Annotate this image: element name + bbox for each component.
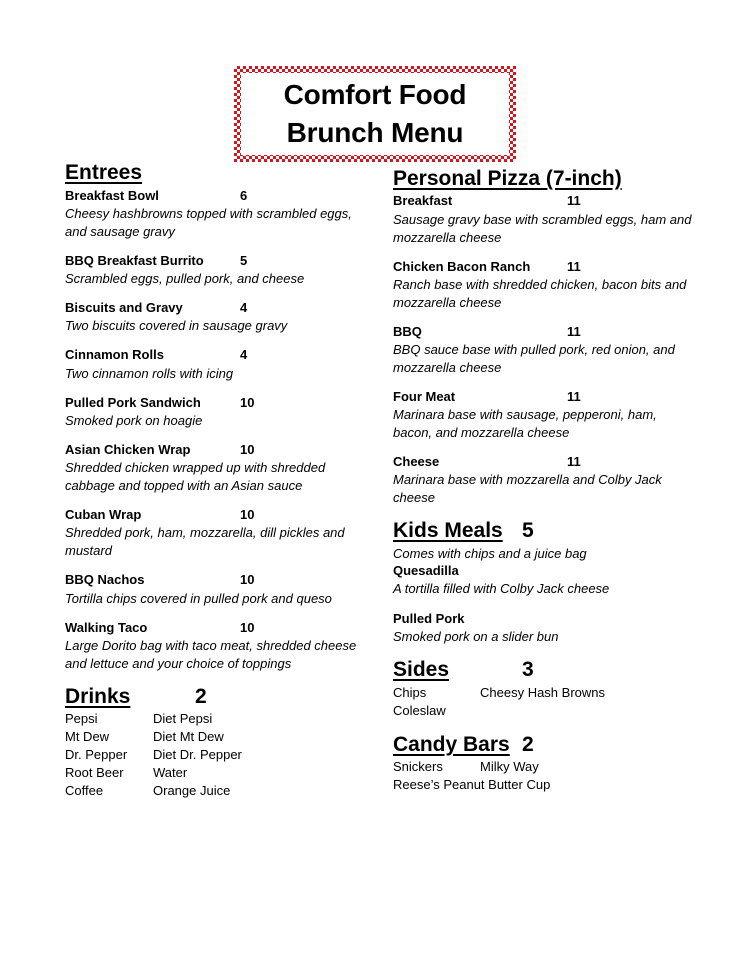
drinks-heading: Drinks — [65, 685, 131, 708]
item-name: Four Meat — [393, 389, 456, 404]
sides-price: 3 — [522, 658, 534, 681]
side-item: Chips — [393, 685, 427, 700]
item-price: 11 — [567, 454, 581, 469]
item-name: Cheese — [393, 454, 440, 469]
title-box — [234, 66, 516, 162]
entrees-heading: Entrees — [65, 161, 143, 184]
item-name: Chicken Bacon Ranch — [393, 259, 531, 274]
item-description: Marinara base with mozzarella and Colby Jack cheese — [393, 472, 662, 505]
item-description: Ranch base with shredded chicken, bacon bits and mozzarella cheese — [393, 277, 687, 310]
drink-item: Water — [153, 765, 188, 780]
item-name: Asian Chicken Wrap — [65, 442, 191, 457]
item-description: Shredded chicken wrapped up with shredded cabbage and topped with an Asian sauce — [65, 460, 326, 493]
item-name: Breakfast — [393, 193, 453, 208]
item-name: Biscuits and Gravy — [65, 300, 183, 315]
item-description: BBQ sauce base with pulled pork, red onion, and mozzarella cheese — [393, 342, 675, 375]
item-price: 5 — [240, 253, 248, 268]
side-item: Cheesy Hash Browns — [480, 685, 605, 700]
item-name: BBQ Breakfast Burrito — [65, 253, 204, 268]
item-price: 4 — [240, 300, 248, 315]
item-price: 10 — [240, 442, 255, 457]
candy-price: 2 — [522, 733, 534, 756]
item-name: BBQ Nachos — [65, 572, 145, 587]
menu-title-line-2: Brunch Menu — [286, 117, 464, 148]
kids-heading: Kids Meals — [393, 519, 503, 542]
pizza-heading: Personal Pizza (7-inch) — [393, 167, 622, 190]
item-name: Cuban Wrap — [65, 507, 142, 522]
item-description: A tortilla filled with Colby Jack cheese — [393, 581, 610, 596]
menu-title-line-1: Comfort Food — [283, 79, 467, 110]
item-description: Shredded pork, ham, mozzarella, dill pickles and mustard — [65, 525, 345, 558]
kids-price: 5 — [522, 519, 534, 542]
item-description: Smoked pork on a slider bun — [393, 629, 559, 644]
item-price: 11 — [567, 324, 581, 339]
drink-item: Diet Pepsi — [153, 711, 213, 726]
drink-item: Root Beer — [65, 765, 124, 780]
item-description: Two cinnamon rolls with icing — [65, 366, 234, 381]
item-price: 10 — [240, 395, 255, 410]
item-name: Quesadilla — [393, 563, 459, 578]
item-description: Two biscuits covered in sausage gravy — [65, 318, 288, 333]
item-name: Breakfast Bowl — [65, 188, 159, 203]
kids-note: Comes with chips and a juice bag — [393, 546, 587, 561]
item-price: 11 — [567, 259, 581, 274]
item-price: 11 — [567, 193, 581, 208]
item-price: 10 — [240, 572, 255, 587]
item-description: Scrambled eggs, pulled pork, and cheese — [65, 271, 305, 286]
drink-item: Dr. Pepper — [65, 747, 128, 762]
item-description: Tortilla chips covered in pulled pork and queso — [65, 591, 332, 606]
item-name: BBQ — [393, 324, 422, 339]
item-name: Cinnamon Rolls — [65, 347, 164, 362]
item-price: 6 — [240, 188, 248, 203]
side-item: Coleslaw — [393, 703, 446, 718]
item-description: Marinara base with sausage, pepperoni, ham, bacon, and mozzarella cheese — [393, 407, 657, 440]
item-description: Smoked pork on hoagie — [65, 413, 203, 428]
item-price: 10 — [240, 620, 255, 635]
candy-item: Milky Way — [480, 759, 539, 774]
drink-item: Mt Dew — [65, 729, 110, 744]
candy-item: Snickers — [393, 759, 443, 774]
drink-item: Pepsi — [65, 711, 98, 726]
drink-item: Coffee — [65, 783, 104, 798]
drink-item: Diet Dr. Pepper — [153, 747, 242, 762]
item-price: 11 — [567, 389, 581, 404]
item-description: Sausage gravy base with scrambled eggs, ham and mozzarella cheese — [393, 212, 692, 245]
item-price: 4 — [240, 347, 248, 362]
item-price: 10 — [240, 507, 255, 522]
candy-heading: Candy Bars — [393, 733, 510, 756]
drink-item: Orange Juice — [153, 783, 231, 798]
title-inner — [241, 73, 509, 155]
sides-heading: Sides — [393, 658, 450, 681]
drinks-price: 2 — [195, 685, 207, 708]
item-description: Cheesy hashbrowns topped with scrambled eggs, and sausage gravy — [65, 206, 352, 239]
candy-item: Reese’s Peanut Butter Cup — [393, 777, 551, 792]
drink-item: Diet Mt Dew — [153, 729, 224, 744]
item-name: Pulled Pork — [393, 611, 465, 626]
item-description: Large Dorito bag with taco meat, shredded cheese and lettuce and your choice of toppings — [65, 638, 357, 671]
item-name: Pulled Pork Sandwich — [65, 395, 201, 410]
item-name: Walking Taco — [65, 620, 148, 635]
